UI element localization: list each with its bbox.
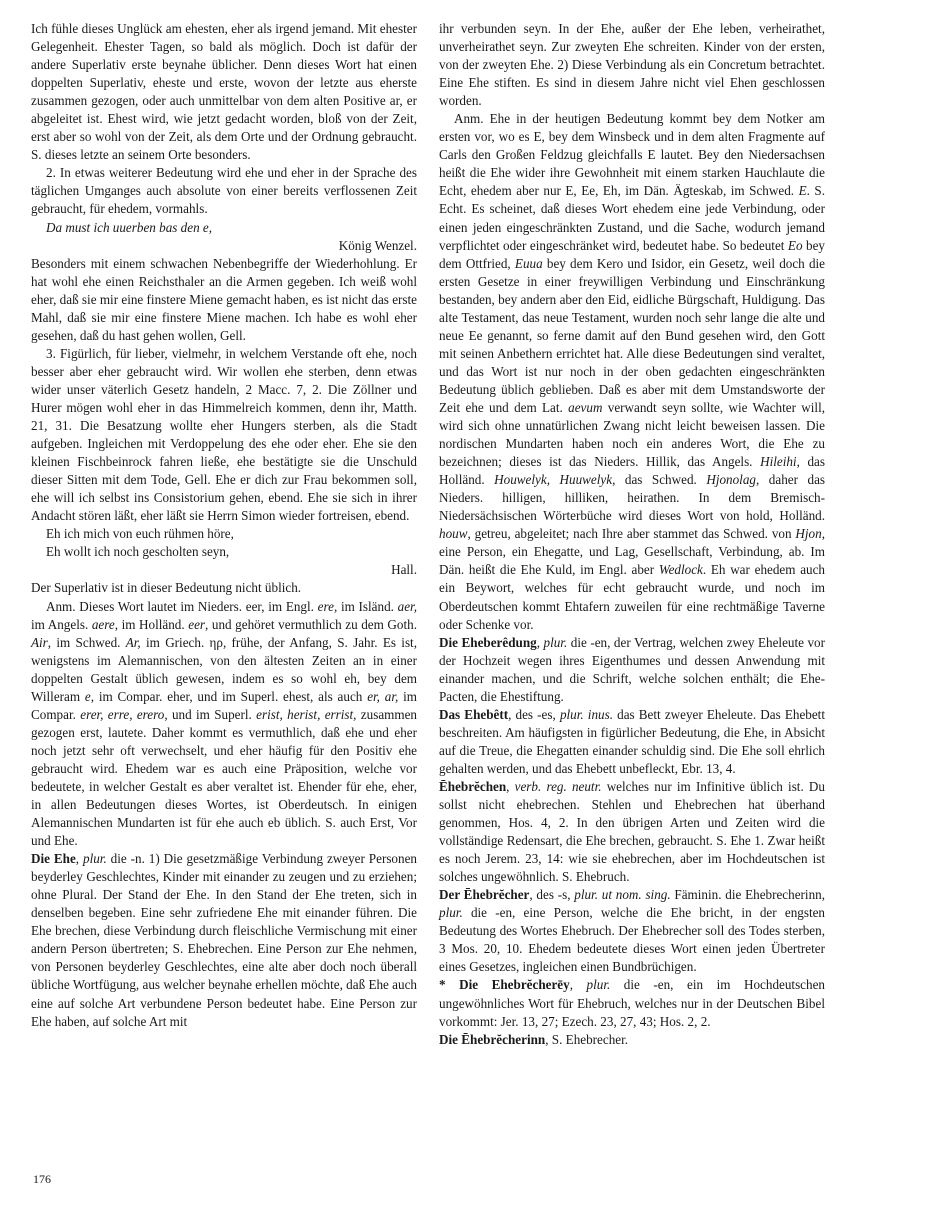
verse-quote: Da must ich uuerben bas den e, <box>46 219 213 235</box>
dictionary-entry: Die Ehe, plur. die -n. 1) Die gesetzmäßige Verbindung zweyer Personen beyderley Geschlechtes, Kinder mit einander zu zeugen und zu erziehen; ohne Plural. Der Stand der Ehe. In den Stand der Ehe treten, sich in denselben begeben. Eine sehr zufriedene Ehe mit einander führen. Die Ehe brechen, diese Verbindung durch fleischliche Vermischung mit einer andern Person übertreten; S. Ehebrechen. Eine Person zur Ehe nehmen, von Personen beyderley Geschlechtes, eine alte aber doch noch überall übliche Wortfügung, aus welcher beynahe erhellen möchte, daß Ehe auch eine auf solche Art verbundene Person bedeutet habe. Eine Person zur Ehe haben, auf solche Art mit <box>31 851 417 1029</box>
dictionary-entry: * Die Ehebrĕcherēy, plur. die -en, ein im Hochdeutschen ungewöhnliches Wort für Ehebruch, welches nur in der Deutschen Bibel vorkommt: Jer. 13, 27; Ezech. 23, 27, 43; Hos. 2, 2. <box>439 977 825 1029</box>
dictionary-entry: Das Ehebêtt, des -es, plur. inus. das Bett zweyer Eheleute. Das Ehebett beschreiten. Am häufigsten in figürlicher Bedeutung, die Ehe, in Absicht auf die Treue, die Ehegatten einander schuldig sind. Die Ehe soll ehrlich gehalten werden, und das Ehebett unbefleckt, Ebr. 13, 4. <box>439 706 825 776</box>
paragraph: Der Superlativ ist in dieser Bedeutung nicht üblich. <box>31 580 302 596</box>
verse-line: Eh ich mich von euch rühmen höre, <box>46 526 234 542</box>
quote-attribution: Hall. <box>391 562 417 578</box>
paragraph: 2. In etwas weiterer Bedeutung wird ehe und eher in der Sprache des täglichen Umganges auch absolute von einer bereits verflossenen Zeit gebraucht, für ehedem, vormahls. <box>31 165 417 217</box>
annotation-paragraph: Anm. Ehe in der heutigen Bedeutung kommt bey dem Notker am ersten vor, wo es E, bey dem Winsbeck und in dem alten Fragmente auf Carls den Großen Feldzug gleichfalls E lautet. Bey den Niedersachsen heißt die Ehe wider ihre Gewohnheit mit einem starken Hauchlaute die Echt, ehedem aber nur E, Ee, Eh, im Dän. Ägteskab, im Schwed. E. S. Echt. Es scheinet, daß dieses Wort ehedem eine jede Verbindung, oder einen jeden eingeschränkten Zustand, und die Sache, wodurch jemand verpflichtet oder eingeschränket wird, bedeutet habe. So bedeutet Eo bey dem Ottfried, Euua bey dem Kero und Isidor, ein Gesetz, weil doch die ersten Gesetze in einer freywilligen Verbindung und Einschränkung bestanden, bey andern aber den Eid, eidliche Bürgschaft, Huldigung. Das alte Testament, das neue Testament, wurden noch sehr lange die alte und neue Ee genannt, so ferne damit auf den Bund gesehen wird, den Gott mit seinen Anbethern errichtet hat. Alle diese Bedeutungen sind veraltet, und das Wort ist nur noch in der oben gedachten eingeschränkten Bedeutung üblich geblieben. Daß es aber mit dem Umstandsworte der Zeit ehe und dem Lat. aevum verwandt seyn sollte, wie Wachter will, wird sich ohne unnatürlichen Zwang nicht leicht beweisen lassen. Die nordischen Mundarten haben noch ein anderes Wort, die Ehe zu bezeichnen; dieses ist das Nieders. Hillik, das Angels. Hileihi, das Holländ. Houwelyk, Huuwelyk, das Schwed. Hjonolag, daher das Nieders. hilligen, hilliken, heirathen. In dem Bremisch- Niedersächsischen Wörterbüche wird dieses Wort von hold, Holländ. houw, getreu, abgeleitet; nach Ihre aber stammet das Schwed. von Hjon, eine Person, ein Ehegatte, und Lag, Gesellschaft, Verbindung, ab. Im Dän. heißt die Ehe Kuld, im Engl. aber Wedlock. Eh war ehedem auch ein Beywort, welches für echt gebraucht wurde, und noch im Oberdeutschen kommt Ehtafern zuweilen für eine rechtmäßige Taverne oder Schenke vor. <box>439 111 826 632</box>
left-column <box>31 20 417 1031</box>
quote-attribution: König Wenzel. <box>338 237 417 253</box>
annotation-paragraph: Anm. Dieses Wort lautet im Nieders. eer, im Engl. ere, im Isländ. aer, im Angels. aere, im Holländ. eer, und gehöret vermuthlich zu dem Goth. Air, im Schwed. Ar, im Griech. ηρ, frühe, der Anfang, S. Jahr. Es ist, wenigstens im Alemannischen, von den ältesten Zeiten an in einer doppelten Gestalt üblich gewesen, indem es so wohl eh, bey dem Willeram e, im Compar. eher, und im Superl. ehest, als auch er, ar, im Compar. erer, erre, erero, und im Superl. erist, herist, errist, zusammen gezogen erst, lautete. Daher kommt es vermuthlich, daß ehe und eher noch jetzt sehr oft verwechselt, und eher häufig für den Positiv ehe gebraucht wird. Ehedem war es auch eine Präposition, welche vor bedeutete, in welcher Gestalt es aber veraltet ist. Ehender für ehe, eher, in allen Bedeutungen dieses Wortes, ist Oberdeutsch. In einigen Alemannischen Mundarten ist für ehe auch eb üblich. S. auch Erst, Vor und Ehe. <box>31 598 418 849</box>
paragraph: Besonders mit einem schwachen Nebenbegriffe der Wiederhohlung. Er hat wohl ehe einen Reichsthaler an die Armen gegeben. Ich weiß wohl eher, daß sie mir eine finstere Miene gemacht haben, es ist nicht das erste Mahl, daß sie mir eine finstere Miene machen. Ich habe es wohl eher gesehen, daß du hast gehen wollen, Gell. <box>31 255 417 343</box>
verse-line: Eh wollt ich noch gescholten seyn, <box>46 544 230 560</box>
paragraph: 3. Figürlich, für lieber, vielmehr, in welchem Verstande oft ehe, noch besser aber eher gebraucht wird. Wir wollen ehe sterben, denn etwas wider unser väterlich Gesetz handeln, 2 Macc. 7, 2. Die Zöllner und Hurer mögen wohl eher in das Himmelreich kommen, denn ihr, Matth. 21, 31. Die Besatzung wollte eher Hungers sterben, als die Stadt aufgeben. Ingleichen mit Verdoppelung des ehe oder eher. Ehe sie den kleinen Fischbeinrock fahren ließe, ehe bestätigte sie die Unschuld dieser Sitten mit dem Tode, Gell. Ehe er dich zur Frau bekommen soll, ehe will ich selbst ins Consistorium gehen, ebend. Ehe sie sich in ihrer Andacht stören läßt, eher läßt sie Herrn Simon wieder fortreisen, ebend. <box>31 345 417 524</box>
dictionary-entry: Die Eheberêdung, plur. die -en, der Vertrag, welchen zwey Eheleute vor der Hochzeit wegen ihres Eigenthumes und dessen Anwendung mit einander machen, und die Schrift, welche solchen enthält; die Ehe-Pacten, die Ehestiftung. <box>439 634 825 704</box>
dictionary-entry: Ēhebrĕchen, verb. reg. neutr. welches nur im Infinitive üblich ist. Du sollst nicht ehebrechen. Stehlen und Ehebrechen hat überhand genommen, Hos. 4, 2. In den übrigen Arten und Zeiten wird die vollständige Redensart, die Ehe brechen, gebraucht. S. Ehe 1. Zwar heißt es noch Jerem. 23, 14: wie sie ehebrechen, aber im Hochdeutschen ist solches ungewöhnlich. S. Ehebruch. <box>439 778 825 885</box>
paragraph: ihr verbunden seyn. In der Ehe, außer der Ehe leben, verheirathet, unverheirathet seyn. Zur zweyten Ehe schreiten. Kinder von der ersten, von der zweyten Ehe. 2) Diese Verbindung als ein Concretum betrachtet. Eine Ehe stiften. Es sind in diesem Jahre nicht viel Ehen geschlossen worden. <box>439 21 825 109</box>
dictionary-entry: Der Ēhebrĕcher, des -s, plur. ut nom. sing. Fäminin. die Ehebrecherinn, plur. die -en, eine Person, welche die Ehe bricht, in der engsten Bedeutung des Wortes Ehebruch. Der Ehebrecher soll des Todes sterben, 3 Mos. 20, 10. Ehedem bedeutete dieses Wort einen jeden Übertreter eines Gesetzes, ingleichen einen Bundbrüchigen. <box>439 887 825 975</box>
right-column <box>439 20 825 1049</box>
dictionary-entry: Die Ēhebrĕcherinn, S. Ehebrecher. <box>439 1031 629 1047</box>
paragraph: Ich fühle dieses Unglück am ehesten, eher als irgend jemand. Mit ehester Gelegenheit. Ehester Tagen, so bald als möglich. Doch ist dafür der andere Superlativ erste beynahe üblicher. Denn dieses Wort hat einen doppelten Superlativ, eheste und erste, wovon der letzte aus eherste zusammen gezogen, oder auch unmittelbar von dem alten Positive ar, er abgeleitet ist. Ehest wird, wie jetzt gedacht worden, bloß von der Zeit, erst aber so wohl von der Zeit, als dem Orte und der Ordnung gebraucht. S. dieses letzte an seinem Orte besonders. <box>31 21 417 163</box>
page-number: 176 <box>33 1172 51 1186</box>
